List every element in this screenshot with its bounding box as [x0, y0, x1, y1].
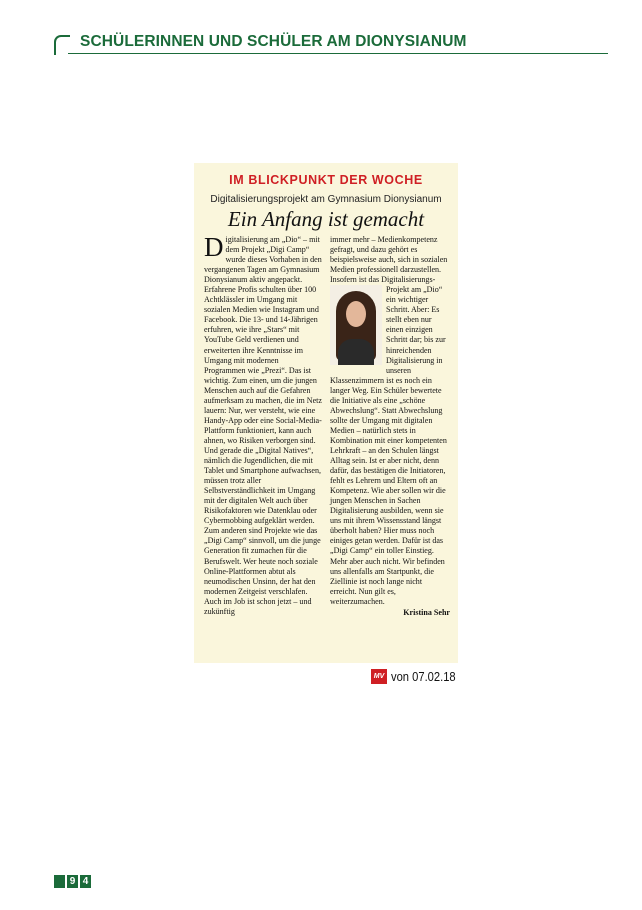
page-number-digit-1: 9	[67, 875, 78, 888]
author-photo	[330, 285, 382, 365]
drop-cap: D	[204, 232, 224, 262]
article-kicker: IM BLICKPUNKT DER WOCHE	[229, 173, 423, 187]
column-1-text: igitalisierung am „Dio“ – mit dem Projekt „Digi Camp“ wurde dieses Vorhaben in den vergangenen Tagen am Gymnasium Dionysianum aktiv angepackt. Erfahrene Profis schulten über 100 Achtklässler im Umgang mit sozialen Medien wie Instagram und Facebook. Die 13- und 14-Jährigen erfuhren, wie ihre „Stars“ mit YouTube Geld verdienen und erweiterten ihre Kenntnisse im Umgang mit modernen Programmen wie „Prezi“. Das ist wichtig. Zum einen, um die jungen Menschen auch auf die Gefahren aufmerksam zu machen, die im Netz lauern: Nur, wer versteht, wie eine Handy-App oder eine Social-Media-Plattform funktioniert, kann auch ahnen, wo Risiken verborgen sind. Und gerade die „Digital Natives“, nämlich die Jugendlichen, die mit Tablet und Smartphone aufwachsen, müssen trotz aller Selbstverständlichkeit im Umgang mit der digitalen Welt auch über Risikofaktoren wie Datenklau oder Cybermobbing aufgeklärt werden. Zum anderen sind Projekte wie das „Digi Camp“ sinnvoll, um die junge Generation fit zumachen für die Berufswelt. Wer heute noch soziale Online-Plattformen abtut als neumodischen Unsinn, der hat den modernen Zeitgeist verschlafen. Auch im Job ist schon jetzt – und zukünftig	[204, 235, 322, 616]
article-column-2	[330, 235, 450, 618]
header-rule	[68, 53, 608, 54]
article-author: Kristina Sehr	[403, 607, 450, 617]
page-number-digit-2: 4	[80, 875, 91, 888]
column-2-text: am „Dio“ ein wichtiger Schritt. Aber: Es stellt eben nur einen einzigen Schritt dar; bis zur hinreichenden Digitalisierung in unseren Klassenzimmern ist es noch ein langer Weg. Ein Schüler bewertete die Initiative als eine „schöne Abwechslung“. Statt Abwechslung sollte der Umgang mit digitalen Medien – natürlich stets in Kombination mit einer kompetenten Lehrkraft – an den Schulen längst Alltag sein. Ist er aber nicht, denn dafür, das bestätigen die Initiatoren, fehlt es Lehrern und Eltern oft an Kompetenz. Wie aber sollen wir die jungen Menschen in Sachen Digitalisierung ausbilden, wenn sie uns mit ihrem Wissensstand längst überholt haben? Hier muss noch einiges getan werden. Dafür ist das „Digi Camp“ ein toller Einstieg. Mehr aber auch nicht. Wir befinden uns allenfalls am Startpunkt, die Ziellinie ist noch lange nicht erreicht. Nun gilt es, weiterzumachen.	[330, 285, 447, 606]
source-line	[371, 669, 466, 684]
header-bracket	[54, 35, 70, 55]
mv-logo: MV	[371, 669, 387, 684]
header-title: SCHÜLERINNEN UND SCHÜLER AM DIONYSIANUM	[80, 33, 467, 50]
page-number-bar	[54, 875, 65, 888]
article-headline: Ein Anfang ist gemacht	[227, 207, 425, 231]
article-column-1	[204, 232, 322, 617]
column-2-lead-text: immer mehr – Medienkompetenz gefragt, und dazu gehört es beispielsweise auch, sich in sozialen Medien professionell darzustellen. Insofern ist das Digitalisierungs-Projekt	[330, 235, 448, 295]
source-date: von 07.02.18	[391, 669, 456, 684]
article-subtitle: Digitalisierungsprojekt am Gymnasium Dionysianum	[210, 194, 442, 205]
newspaper-clipping	[194, 163, 458, 663]
